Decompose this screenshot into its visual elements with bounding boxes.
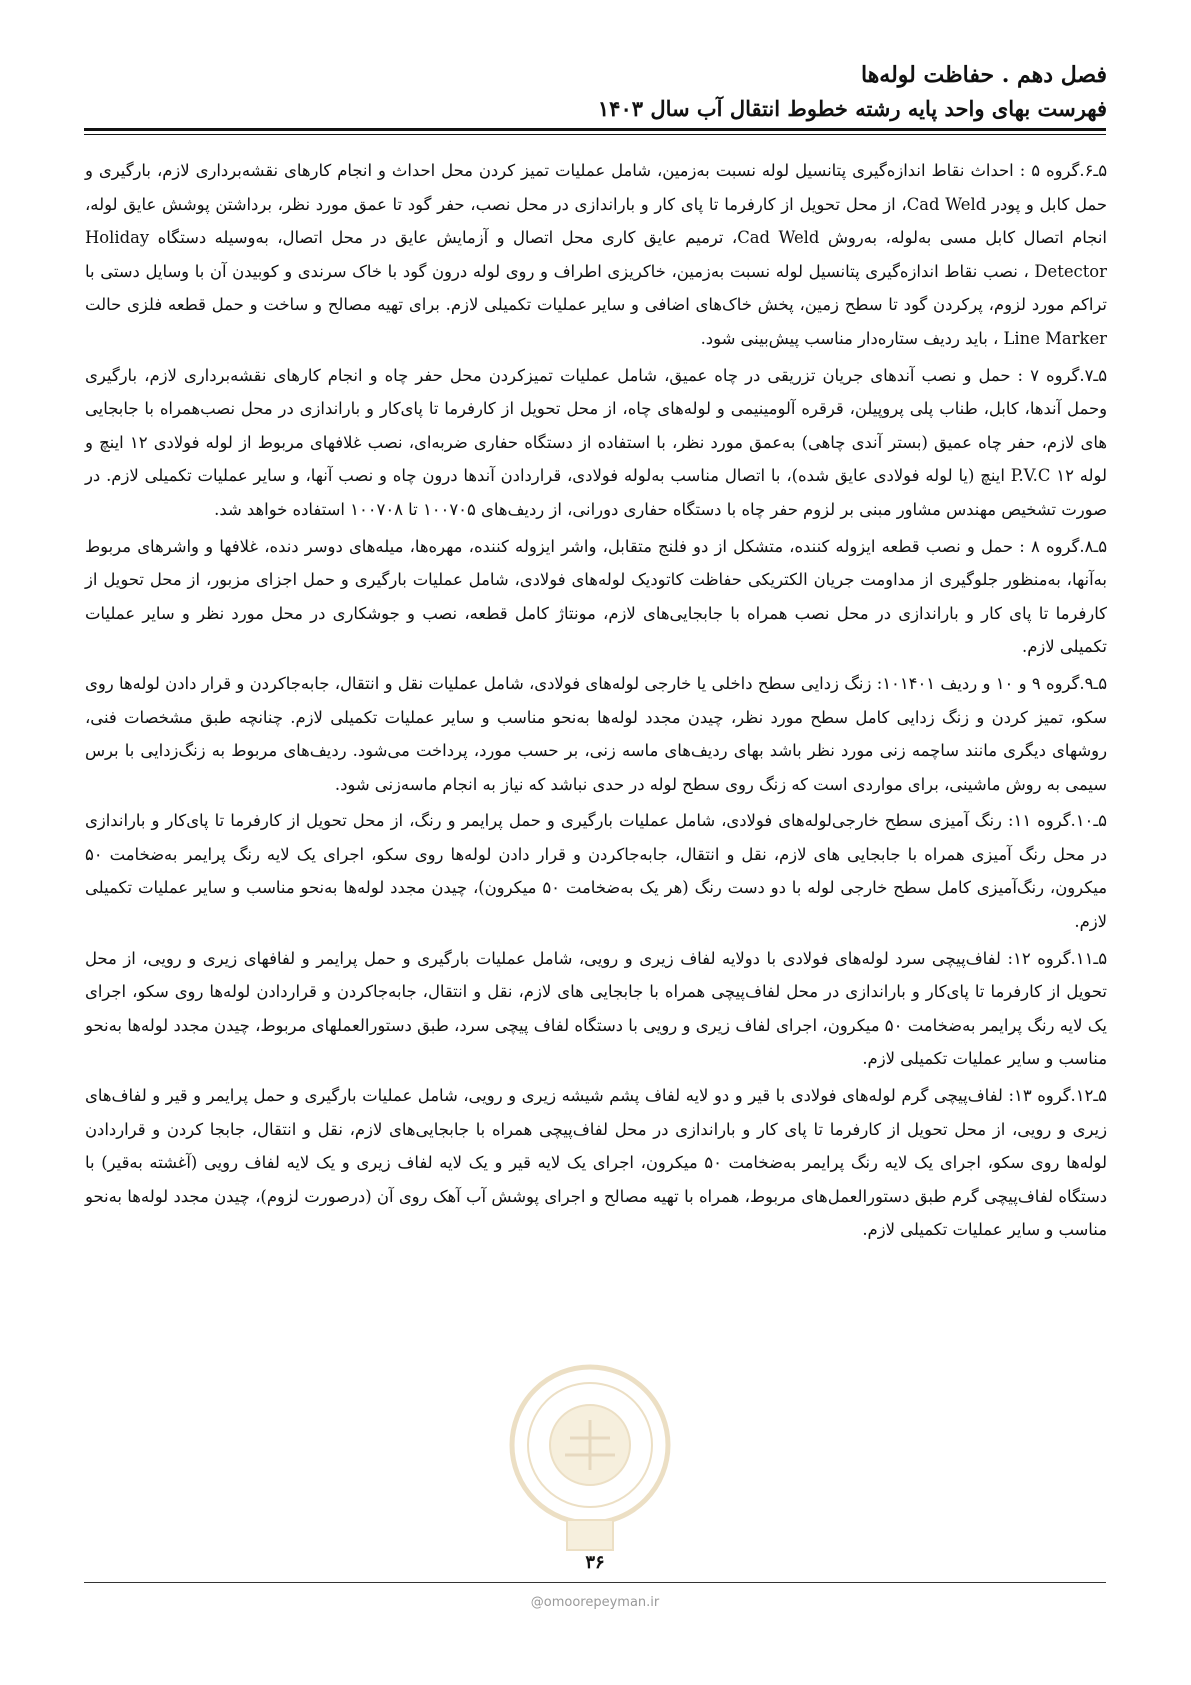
paragraph-5-7: ۵ـ۷.گروه ۷ : حمل و نصب آندهای جریان تزریقی در چاه عمیق، شامل عملیات تمیزکردن محل حفر چاه و انجام کارهای نقشه‌برداری لازم، بارگیری وحمل آندها، کابل، طناب پلی پروپیلن، قرقره آلومینیمی و لوله‌های چاه، از محل تحویل از کارفرما تا پای‌کار و باراندازی در محل نصب‌همراه با جابجایی های لازم، حفر چاه عمیق (بستر آندی چاهی) به‌عمق مورد نظر، با استفاده از دستگاه حفاری ضربه‌ای، نصب غلافهای مربوط از لوله فولادی ۱۲ اینچ و لوله P.V.C ۱۲ اینچ (یا لوله فولادی عایق شده)، با اتصال مناسب به‌لوله فولادی، قراردادن آندها درون چاه و نصب آنها، و سایر عملیات تکمیلی لازم. در صورت تشخیص مهندس مشاور مبنی بر لزوم حفر چاه با دستگاه حفاری دورانی، از ردیف‌های ۱۰۰۷۰۵ تا ۱۰۰۷۰۸ استفاده خواهد شد. (85, 365, 1107, 519)
paragraph-5-12: ۵ـ۱۲.گروه ۱۳: لفاف‌پیچی گرم لوله‌های فولادی با قیر و دو لایه لفاف پشم شیشه زیری و رویی، شامل عملیات بارگیری و حمل پرایمر و قیر و لفاف‌های زیری و رویی، از محل تحویل از کارفرما تا پای کار و باراندازی در محل لفاف‌پیچی همراه با جابجایی‌های لازم، نقل و انتقال، جابجا کردن و قراردادن لوله‌ها روی سکو، اجرای یک لایه رنگ پرایمر به‌ضخامت ۵۰ میکرون، اجرای یک لایه قیر و یک لایه لفاف زیری و یک لایه لفاف رویی (آغشته به‌قیر) با دستگاه لفاف‌پیچی گرم طبق دستورالعمل‌های مربوط، همراه با تهیه مصالح و اجرای پوشش آب آهک روی آن (درصورت لزوم)، چیدن مجدد لوله‌ها به‌نحو مناسب و سایر عملیات تکمیلی لازم. (85, 1086, 1107, 1240)
paragraph-5-6: ۵ـ۶.گروه ۵ : احداث نقاط اندازه‌گیری پتانسیل لوله نسبت به‌زمین، شامل عملیات تمیز کردن محل احداث و انجام کارهای نقشه‌برداری لازم، بارگیری و حمل کابل و پودر Cad Weld، از محل تحویل از کارفرما تا پای کار و باراندازی در محل نصب، حفر گود تا عمق مورد نظر، برداشتن پوشش عایق لوله، انجام اتصال کابل مسی به‌لوله، به‌روش Cad Weld، ترمیم عایق کاری محل اتصال و آزمایش عایق در محل اتصال، به‌وسیله دستگاه Holiday Detector ، نصب نقاط اندازه‌گیری پتانسیل لوله نسبت به‌زمین، خاکریزی اطراف و روی لوله درون گود با خاک سرندی و کوبیدن آن با وسایل دستی با تراکم مورد لزوم، پرکردن گود تا سطح زمین، پخش خاک‌های اضافی و سایر عملیات تکمیلی لازم. برای تهیه مصالح و ساخت و حمل قطعه فلزی حالت Line Marker ، باید ردیف ستاره‌دار مناسب پیش‌بینی شود. (85, 161, 1107, 348)
paragraph-5-9: ۵ـ۹.گروه ۹ و ۱۰ و ردیف ۱۰۱۴۰۱: زنگ زدایی سطح داخلی یا خارجی لوله‌های فولادی، شامل عملیات نقل و انتقال، جابه‌جاکردن و قرار دادن لوله‌ها روی سکو، تمیز کردن و زنگ زدایی کامل سطح مورد نظر، چیدن مجدد لوله‌ها به‌نحو مناسب و سایر عملیات تکمیلی لازم. چنانچه طبق مشخصات فنی، روشهای دیگری مانند ساچمه زنی مورد نظر باشد بهای ردیف‌های ماسه زنی، بر حسب مورد، پرداخت می‌شود. ردیف‌های مربوط به زنگ‌زدایی با برس سیمی به روش ماشینی، برای مواردی است که زنگ روی سطح لوله در حدی نباشد که نیاز به انجام ماسه‌زنی شود. (85, 673, 1107, 794)
paragraph-5-10: ۵ـ۱۰.گروه ۱۱: رنگ آمیزی سطح خارجی‌لوله‌های فولادی، شامل عملیات بارگیری و حمل پرایمر و رنگ، از محل تحویل از کارفرما تا پای‌کار و باراندازی در محل رنگ آمیزی همراه با جابجایی های لازم، نقل و انتقال، جابه‌جاکردن و قرار دادن لوله‌ها روی سکو، اجرای یک لایه رنگ پرایمر به‌ضخامت ۵۰ میکرون، رنگ‌آمیزی کامل سطح خارجی لوله با دو دست رنگ (هر یک به‌ضخامت ۵۰ میکرون)، چیدن مجدد لوله‌ها به‌نحو مناسب و سایر عملیات تکمیلی لازم. (85, 811, 1107, 932)
page-header (87, 58, 1107, 126)
header-rule-thick (84, 128, 1106, 131)
chapter-title: فصل دهم . حفاظت لوله‌ها (860, 62, 1107, 88)
footer-rule (84, 1582, 1106, 1583)
document-body (85, 154, 1107, 1250)
paragraph-5-8: ۵ـ۸.گروه ۸ : حمل و نصب قطعه ایزوله کننده، متشکل از دو فلنج متقابل، واشر ایزوله کننده، مهره‌ها، میله‌های دوسر دنده، غلافها و واشرهای مربوط به‌آنها، به‌منظور جلوگیری از مداومت جریان الکتریکی حفاظت کاتودیک لوله‌های فولادی، شامل عملیات بارگیری و حمل اجزای مزبور، از محل تحویل از کارفرما تا پای کار و باراندازی در محل نصب همراه با جابجایی‌های لازم، مونتاژ کامل قطعه، نصب و جوشکاری در محل مورد نظر و سایر عملیات تکمیلی لازم. (85, 536, 1107, 657)
paragraph-5-11: ۵ـ۱۱.گروه ۱۲: لفاف‌پیچی سرد لوله‌های فولادی با دولایه لفاف زیری و رویی، شامل عملیات بارگیری و حمل پرایمر و لفافهای زیری و رویی، از محل تحویل از کارفرما تا پای‌کار و باراندازی در محل لفاف‌پیچی همراه با جابجایی های لازم، نقل و انتقال، جابه‌جاکردن و قراردادن لوله‌ها روی سکو، اجرای یک لایه رنگ پرایمر به‌ضخامت ۵۰ میکرون، اجرای لفاف زیری و رویی با دستگاه لفاف پیچی سرد، طبق دستورالعملهای مربوط، چیدن مجدد لوله‌ها به‌نحو مناسب و سایر عملیات تکمیلی لازم. (85, 948, 1107, 1069)
seal-watermark-icon (505, 1360, 675, 1560)
book-title: فهرست بهای واحد پایه رشته خطوط انتقال آب سال ۱۴۰۳ (597, 96, 1107, 121)
page-number: ۳۶ (585, 1552, 605, 1573)
site-watermark: @omoorepeyman.ir (530, 1595, 660, 1610)
header-rule-thin (84, 134, 1106, 135)
